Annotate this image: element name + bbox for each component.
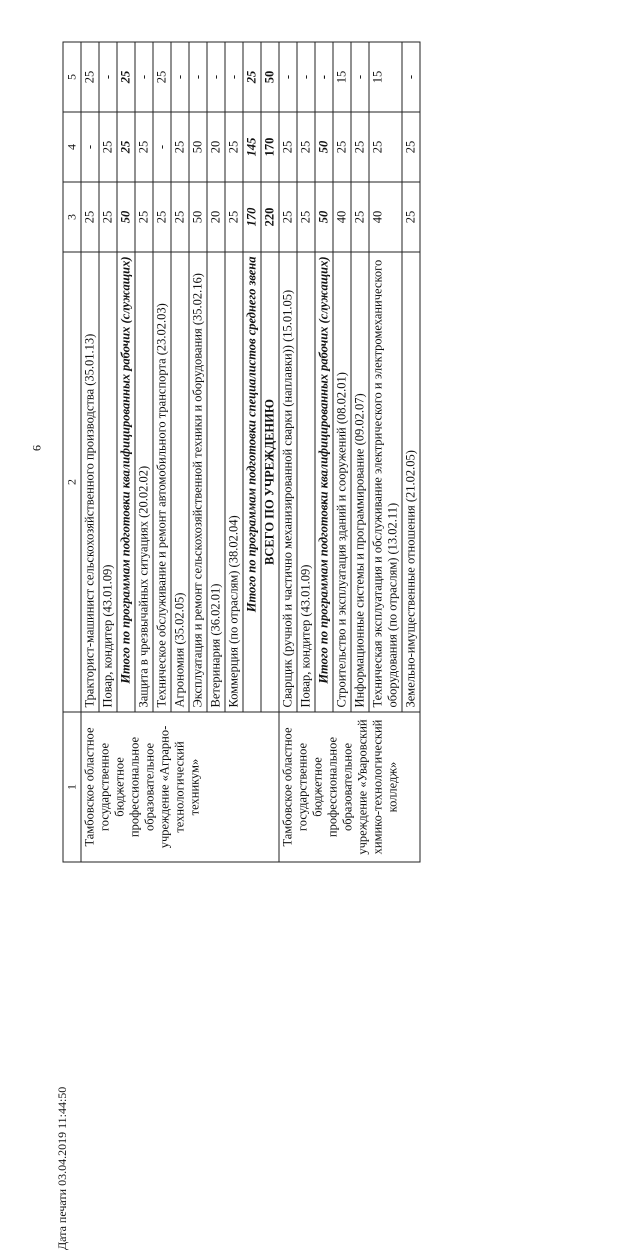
value-cell-c4: 145 xyxy=(243,112,261,182)
value-cell-c4: 170 xyxy=(261,112,279,182)
value-cell-c4: - xyxy=(153,112,171,182)
value-cell-c5: - xyxy=(351,42,369,112)
value-cell-c5: - xyxy=(315,42,333,112)
value-cell-c5: - xyxy=(135,42,153,112)
program-name-cell: Техническая эксплуатация и обслуживание электрического и электромеханического оборудования (по отраслям) (13.02.11) xyxy=(369,252,402,712)
program-name-cell: Ветеринария (36.02.01) xyxy=(207,252,225,712)
header-cell-3: 3 xyxy=(63,182,81,252)
value-cell-c4: 25 xyxy=(135,112,153,182)
value-cell-c5: - xyxy=(171,42,189,112)
value-cell-c5: - xyxy=(189,42,207,112)
value-cell-c4: 25 xyxy=(402,112,420,182)
program-name-cell: Техническое обслуживание и ремонт автомобильного транспорта (23.02.03) xyxy=(153,252,171,712)
value-cell-c3: 50 xyxy=(117,182,135,252)
header-cell-4: 4 xyxy=(63,112,81,182)
page-number: 9 xyxy=(30,445,44,451)
value-cell-c4: 25 xyxy=(99,112,117,182)
value-cell-c5: 25 xyxy=(81,42,99,112)
value-cell-c3: 25 xyxy=(351,182,369,252)
value-cell-c4: 25 xyxy=(369,112,402,182)
program-name-cell: Сварщик (ручной и частично механизированной сварки (наплавки)) (15.01.05) xyxy=(279,252,297,712)
value-cell-c3: 25 xyxy=(171,182,189,252)
value-cell-c4: 25 xyxy=(171,112,189,182)
admission-plan-table xyxy=(63,42,421,863)
value-cell-c3: 50 xyxy=(315,182,333,252)
program-name-cell: Земельно-имущественные отношения (21.02.05) xyxy=(402,252,420,712)
value-cell-c5: 25 xyxy=(117,42,135,112)
value-cell-c5: 15 xyxy=(369,42,402,112)
value-cell-c3: 25 xyxy=(99,182,117,252)
value-cell-c4: 25 xyxy=(279,112,297,182)
value-cell-c3: 40 xyxy=(333,182,351,252)
value-cell-c3: 25 xyxy=(225,182,243,252)
institution-name-cell: Тамбовское областное государственное бюджетное профессиональное образовательное учреждение «Аграрно-технологический техникум» xyxy=(81,712,279,862)
table-row xyxy=(279,42,297,862)
program-name-cell: Эксплуатация и ремонт сельскохозяйственной техники и оборудования (35.02.16) xyxy=(189,252,207,712)
value-cell-c5: - xyxy=(225,42,243,112)
value-cell-c5: - xyxy=(279,42,297,112)
value-cell-c4: 25 xyxy=(297,112,315,182)
print-date: Дата печати 03.04.2019 11:44:50 xyxy=(55,1086,69,1250)
program-name-cell: Итого по программам подготовки квалифицированных рабочих (служащих) xyxy=(117,252,135,712)
value-cell-c5: 25 xyxy=(243,42,261,112)
program-name-cell: Агрономия (35.02.05) xyxy=(171,252,189,712)
program-name-cell: Итого по программам подготовки квалифицированных рабочих (служащих) xyxy=(315,252,333,712)
value-cell-c4: 25 xyxy=(225,112,243,182)
value-cell-c3: 25 xyxy=(297,182,315,252)
value-cell-c3: 170 xyxy=(243,182,261,252)
value-cell-c4: 20 xyxy=(207,112,225,182)
institution-name-cell: Тамбовское областное государственное бюджетное профессиональное образовательное учреждение «Уваровский химико-технологический колледж» xyxy=(279,712,420,862)
program-name-cell: Итого по программам подготовки специалистов среднего звена xyxy=(243,252,261,712)
program-name-cell: Тракторист-машинист сельскохозяйственного производства (35.01.13) xyxy=(81,252,99,712)
table-body xyxy=(63,42,420,862)
value-cell-c5: 25 xyxy=(153,42,171,112)
value-cell-c4: 25 xyxy=(351,112,369,182)
header-cell-1: 1 xyxy=(63,712,81,862)
value-cell-c4: 25 xyxy=(117,112,135,182)
value-cell-c3: 40 xyxy=(369,182,402,252)
rotated-table-container xyxy=(63,43,578,863)
value-cell-c3: 25 xyxy=(279,182,297,252)
value-cell-c5: 50 xyxy=(261,42,279,112)
program-name-cell: Информационные системы и программирование (09.02.07) xyxy=(351,252,369,712)
program-name-cell: Повар, кондитер (43.01.09) xyxy=(297,252,315,712)
program-name-cell: Строительство и эксплуатация зданий и сооружений (08.02.01) xyxy=(333,252,351,712)
value-cell-c3: 25 xyxy=(81,182,99,252)
value-cell-c3: 25 xyxy=(402,182,420,252)
value-cell-c5: - xyxy=(207,42,225,112)
value-cell-c3: 20 xyxy=(207,182,225,252)
value-cell-c3: 25 xyxy=(135,182,153,252)
header-cell-5: 5 xyxy=(63,42,81,112)
value-cell-c5: - xyxy=(297,42,315,112)
value-cell-c4: 50 xyxy=(189,112,207,182)
value-cell-c5: - xyxy=(99,42,117,112)
program-name-cell: ВСЕГО ПО УЧРЕЖДЕНИЮ xyxy=(261,252,279,712)
value-cell-c5: 15 xyxy=(333,42,351,112)
value-cell-c3: 50 xyxy=(189,182,207,252)
program-name-cell: Коммерция (по отраслям) (38.02.04) xyxy=(225,252,243,712)
value-cell-c4: - xyxy=(81,112,99,182)
value-cell-c5: - xyxy=(402,42,420,112)
table-row xyxy=(81,42,99,862)
value-cell-c4: 50 xyxy=(315,112,333,182)
program-name-cell: Защита в чрезвычайных ситуациях (20.02.02) xyxy=(135,252,153,712)
value-cell-c4: 25 xyxy=(333,112,351,182)
value-cell-c3: 220 xyxy=(261,182,279,252)
header-cell-2: 2 xyxy=(63,252,81,712)
value-cell-c3: 25 xyxy=(153,182,171,252)
program-name-cell: Повар, кондитер (43.01.09) xyxy=(99,252,117,712)
